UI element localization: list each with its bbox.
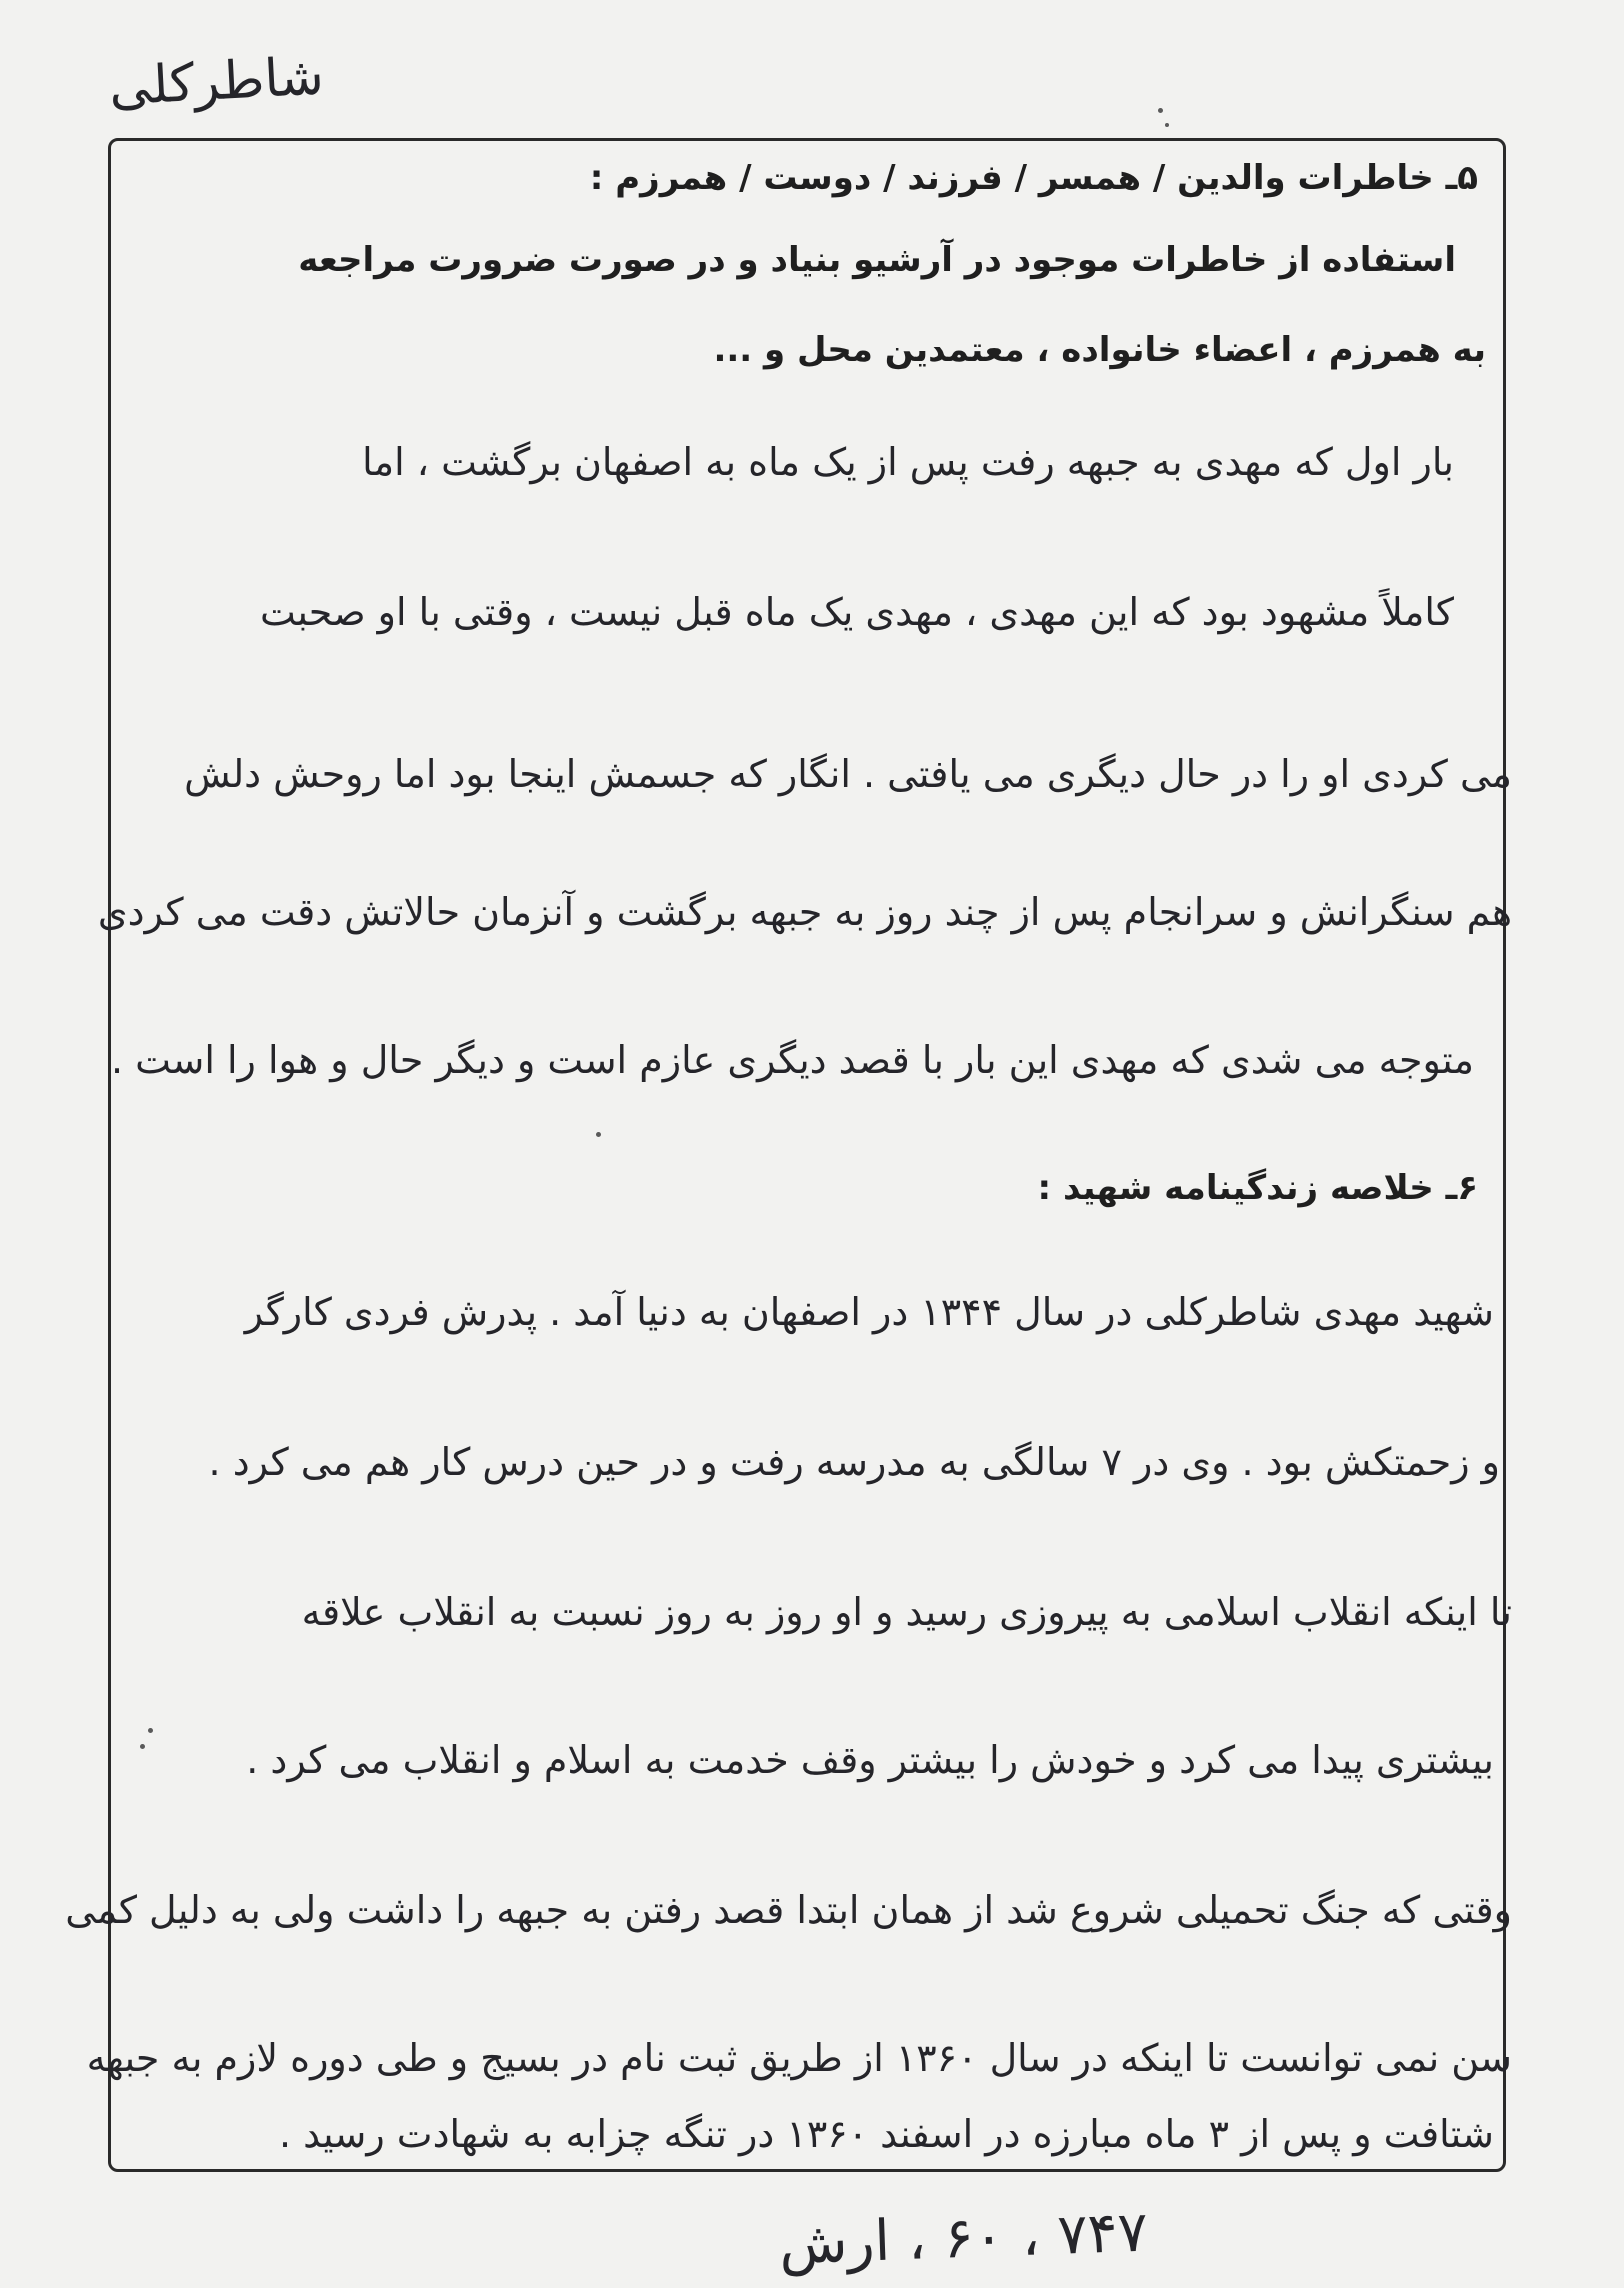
section5-memory-line-3: می کردی او را در حال دیگری می یافتی . انگار که جسمش اینجا بود اما روحش دلش [184, 752, 1512, 796]
scan-speck [1158, 108, 1163, 113]
section5-instruction-2: به همرزم ، اعضاء خانواده ، معتمدین محل و ... [713, 330, 1486, 370]
section5-heading: ۵ـ خاطرات والدین / همسر / فرزند / دوست / همرزم : [589, 158, 1478, 198]
section6-bio-line-1: شهید مهدی شاطرکلی در سال ۱۳۴۴ در اصفهان به دنیا آمد . پدرش فردی کارگر [244, 1290, 1494, 1334]
section5-memory-line-2: کاملاً مشهود بود که این مهدی ، مهدی یک ماه قبل نیست ، وقتی با او صحبت [260, 590, 1454, 634]
section6-bio-line-5: وقتی که جنگ تحمیلی شروع شد از همان ابتدا قصد رفتن به جبهه را داشت ولی به دلیل کمی [65, 1888, 1512, 1932]
section6-bio-line-2: و زحمتکش بود . وی در ۷ سالگی به مدرسه رفت و در حین درس کار هم می کرد . [208, 1440, 1500, 1484]
section5-memory-line-1: بار اول که مهدی به جبهه رفت پس از یک ماه به اصفهان برگشت ، اما [362, 440, 1454, 484]
footer-handwritten-code: ۷۴۷ ، ۶۰ ، ارش [778, 2199, 1150, 2278]
scan-speck [1165, 123, 1169, 127]
section5-memory-line-4: هم سنگرانش و سرانجام پس از چند روز به جبهه برگشت و آنزمان حالاتش دقت می کردی [97, 890, 1512, 934]
section6-bio-line-4: بیشتری پیدا می کرد و خودش را بیشتر وقف خدمت به اسلام و انقلاب می کرد . [246, 1738, 1494, 1782]
section6-heading: ۶ـ خلاصه زندگینامه شهید : [1037, 1168, 1478, 1208]
section5-instruction-1: استفاده از خاطرات موجود در آرشیو بنیاد و در صورت ضرورت مراجعه [298, 240, 1456, 280]
section6-bio-line-6: سن نمی توانست تا اینکه در سال ۱۳۶۰ از طریق ثبت نام در بسیج و طی دوره لازم به جبهه [86, 2036, 1512, 2080]
section6-bio-line-7: شتافت و پس از ۳ ماه مبارزه در اسفند ۱۳۶۰ در تنگه چزابه به شهادت رسید . [278, 2112, 1494, 2156]
section6-bio-line-3: تا اینکه انقلاب اسلامی به پیروزی رسید و او روز به روز نسبت به انقلاب علاقه [301, 1590, 1512, 1634]
section5-memory-line-5: متوجه می شدی که مهدی این بار با قصد دیگری عازم است و دیگر حال و هوا را است . [111, 1038, 1474, 1082]
top-handwritten-name: شاطرکلی [107, 46, 326, 118]
